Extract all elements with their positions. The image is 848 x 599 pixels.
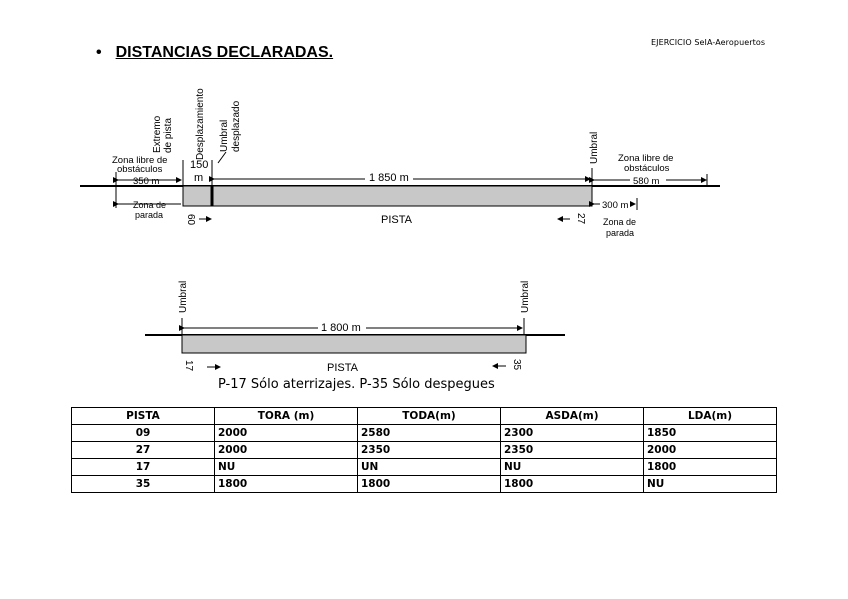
zona-libre-right-2: obstáculos (624, 163, 670, 174)
cell: NU (215, 459, 358, 476)
cell: NU (644, 476, 777, 493)
diagram-caption: P-17 Sólo aterrizajes. P-35 Sólo despegues (218, 377, 495, 392)
rwy-17: 17 (183, 360, 194, 372)
dist-1850: 1 850 m (369, 172, 409, 184)
dist-150-a: 150 (190, 159, 209, 171)
dist-350: 350 m (133, 176, 160, 187)
header-toda: TODA(m) (358, 408, 501, 425)
cell: 2300 (501, 425, 644, 442)
header-lda: LDA(m) (644, 408, 777, 425)
cell: 1850 (644, 425, 777, 442)
cell: 27 (72, 442, 215, 459)
page-title: DISTANCIAS DECLARADAS. (115, 44, 334, 61)
cell: 2000 (215, 442, 358, 459)
dist-580: 580 m (633, 176, 660, 187)
rwy-60: 60 (185, 214, 196, 226)
cell: 2000 (215, 425, 358, 442)
zona-parada-right-2: parada (606, 228, 635, 238)
label-umbral-desp-2: desplazado (231, 100, 242, 152)
zona-parada-left-2: parada (135, 210, 164, 220)
cell: 1800 (501, 476, 644, 493)
runway-strip-2 (182, 335, 526, 353)
header-pista: PISTA (72, 408, 215, 425)
table-row (72, 459, 777, 476)
declared-distances-table (71, 407, 777, 493)
dist-150-b: m (194, 172, 204, 184)
header-tora: TORA (m) (215, 408, 358, 425)
cell: 1800 (215, 476, 358, 493)
pista-label-2: PISTA (327, 362, 358, 374)
zona-libre-left-2: obstáculos (117, 164, 163, 175)
label-desplazamiento: Desplazamiento (195, 88, 206, 160)
label-extremo-1: Extremo (152, 115, 163, 153)
cell: 2580 (358, 425, 501, 442)
cell: 17 (72, 459, 215, 476)
zona-parada-left-1: Zona de (133, 200, 167, 210)
label-extremo-2: de pista (163, 117, 174, 153)
table-row (72, 476, 777, 493)
cell: 2350 (358, 442, 501, 459)
rwy-27: 27 (575, 213, 586, 225)
zona-libre-left-1: Zona libre de (112, 155, 168, 166)
dist-1800: 1 800 m (321, 322, 361, 334)
cell: 1800 (644, 459, 777, 476)
cell: UN (358, 459, 501, 476)
cell: NU (501, 459, 644, 476)
table-row (72, 442, 777, 459)
cell: 35 (72, 476, 215, 493)
cell: 2000 (644, 442, 777, 459)
pista-label-1: PISTA (381, 214, 412, 226)
zona-libre-right-1: Zona libre de (618, 153, 674, 164)
bullet: • (96, 44, 102, 61)
cell: 1800 (358, 476, 501, 493)
header-note: EJERCICIO SeIA-Aeropuertos (651, 38, 766, 47)
header-asda: ASDA(m) (501, 408, 644, 425)
zona-parada-right-1: Zona de (603, 217, 637, 227)
umbral-left-2: Umbral (178, 280, 189, 313)
label-umbral-desp-1: Umbral (219, 119, 230, 152)
cell: 09 (72, 425, 215, 442)
umbral-right-2: Umbral (520, 280, 531, 313)
runway-strip (183, 186, 592, 206)
table-header-row (72, 408, 777, 425)
cell: 2350 (501, 442, 644, 459)
label-umbral-right: Umbral (589, 131, 600, 164)
dist-300: 300 m (602, 200, 629, 211)
table-row (72, 425, 777, 442)
rwy-35: 35 (511, 359, 522, 371)
